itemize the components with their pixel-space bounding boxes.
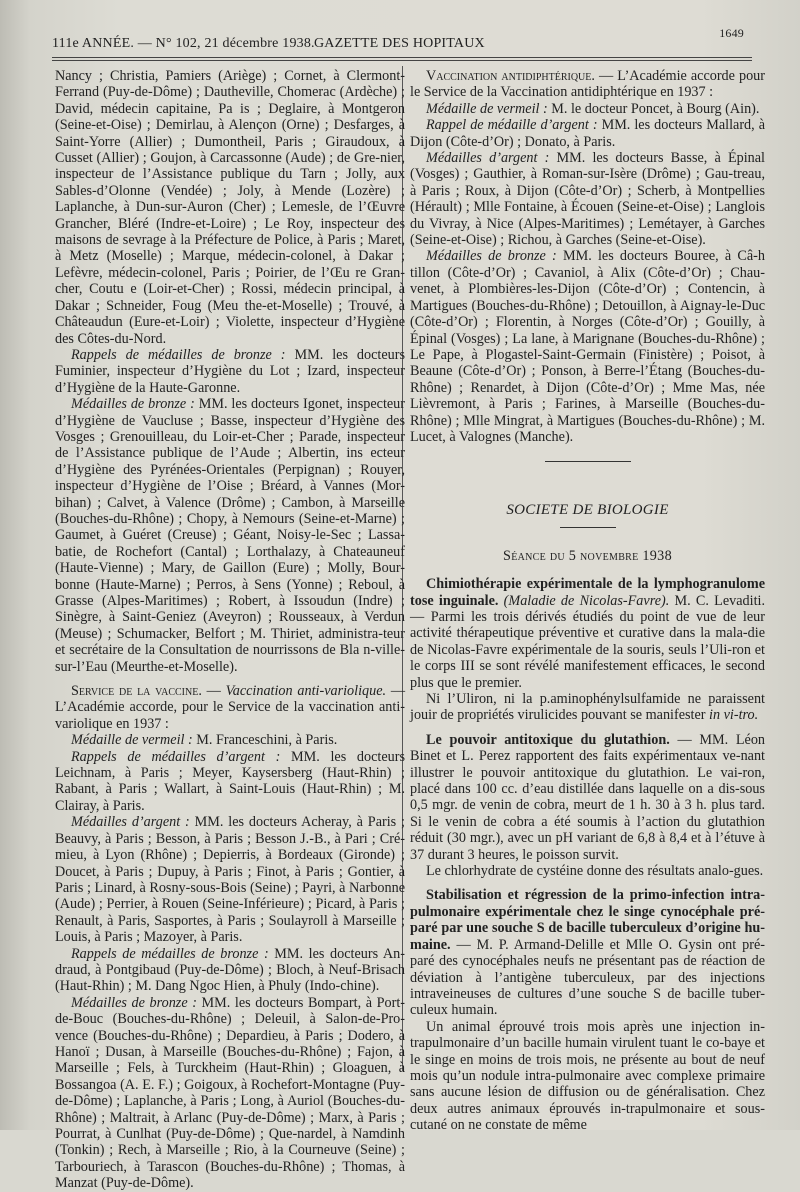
article-body: — Parmi les trois dérivés étudiés du point de vue de leur activité thérapeutique préventive et curative dans la mala-die de Nicolas-Favre expérimentale de la souris, seuls l’Uli-ron et le corps III se sont révélé manifestement efficaces, le second plus que le premier.: [410, 608, 765, 691]
award-heading: Rappels de médailles de bronze :: [71, 346, 286, 363]
paragraph: [410, 150, 765, 248]
title-rule: [560, 527, 616, 528]
award-list: MM. les docteurs Leichnam, à Paris ; Meyer, Kaysersberg (Haut-Rhin) ; Rabant, à Paris ; Wallart, à Saint-Louis (Haut-Rhin) ; M. Clairay, à Paris.: [55, 748, 405, 814]
left-column: [55, 68, 405, 1192]
paragraph: [55, 683, 405, 732]
section-heading: Service de la vaccine.: [71, 683, 202, 700]
paragraph: [410, 576, 765, 691]
issue-info: 111e ANNÉE. — N° 102, 21 décembre 1938.: [52, 36, 315, 51]
paragraph: [410, 887, 765, 1018]
section-intro: — L’Académie accorde, pour le Service de la vaccination anti-variolique en 1937 :: [55, 683, 406, 732]
spacer: [410, 724, 765, 732]
session-date: Séance du 5 novembre 1938: [503, 547, 672, 564]
award-list: MM. les docteurs Mallard, à Dijon (Côte-d’Or) ; Donato, à Paris.: [410, 117, 765, 150]
paragraph: [410, 68, 765, 101]
award-list: M. le docteur Poncet, à Bourg (Ain).: [547, 100, 760, 117]
section-rule: [545, 461, 631, 462]
article-title: Chimiothérapie expérimentale de la lymphogranulome tose inguinale.: [410, 576, 765, 609]
journal-title: GAZETTE DES HOPITAUX: [314, 36, 485, 51]
paragraph: [55, 347, 405, 396]
award-list: MM. les docteurs Basse, à Épinal (Vosges) ; Gauthier, à Roman-sur-Isère (Drôme) ; Gau-treau, à Paris ; Roux, à Dijon (Côte-d’Or) ; Scherb, à Montpellies (Hérault) ; Mlle Fontaine, à Écouen (Seine-et-Oise) ; Langlois du Vivray, à Nice (Alpes-Maritimes) ; Lemétayer, à Garches (Seine-et-Oise) ; Richou, à Garches (Seine-et-Oise).: [410, 150, 765, 249]
award-list: MM. les docteurs Acheray, à Paris ; Beauvy, à Paris ; Besson, à Paris ; Besson J.-B., à Pari ; Cré-mieu, à Lyon (Rhône) ; Depierris, à Bordeaux (Gironde) ; Doucet, à Paris ; Dupuy, à Paris ; Finot, à Paris ; Gontier, à Paris ; Linard, à Rosny-sous-Bois (Seine) ; Payri, à Narbonne (Aude) ; Perrier, à Rouen (Seine-Inférieure) ; Picard, à Paris ; Renault, à Paris, Sasportes, à Paris ; Soulayroll à Marseille ; Louis, à Paris ; Mazoyer, à Paris.: [55, 814, 405, 946]
page-number: 1649: [719, 26, 744, 40]
award-heading: Médailles de bronze :: [71, 994, 197, 1011]
award-heading: Médailles d’argent :: [71, 814, 190, 831]
article-author: M. C. Levaditi.: [669, 592, 766, 609]
section-heading: Vaccination antidiphtérique.: [426, 68, 595, 84]
paragraph: [55, 995, 405, 1192]
paragraph: [410, 732, 765, 863]
spacer: [55, 675, 405, 683]
section-subheading: Vaccination anti-variolique.: [225, 683, 387, 700]
article-body: — M. P. Armand-Delille et Mlle O. Gysin ont pré-paré des cynocéphales neufs ne présentant pas de réaction de déviation à l’antigène tuberculeux, par des injections intraveineuses de cultures d’une souche S de bacille tuber-culeux humain.: [410, 936, 765, 1019]
award-heading: Rappels de médailles de bronze :: [71, 945, 269, 962]
award-heading: Médailles d’argent :: [426, 150, 550, 167]
award-list: MM. les docteurs Bompart, à Port-de-Bouc (Bouches-du-Rhône) ; Deleuil, à Salon-de-Pro-vence (Bouches-du-Rhône) ; Depardieu, à Paris ; Dodero, à Hanoï ; Dusan, à Marseille (Bouches-du-Rhône) ; Fajon, à Marseille ; Fels, à Turckheim (Haut-Rhin) ; Gloaguen, à Bossangoa (A. E. F.) ; Goigoux, à Rochefort-Montagne (Puy-de-Dôme) ; Laplanche, à Paris ; Long, à Auriol (Bouches-du-Rhône) ; Maltrait, à Arlanc (Puy-de-Dôme) ; Marx, à Paris ; Pourrat, à Cunlhat (Puy-de-Dôme) ; Que-nardel, à Namdinh (Tonkin) ; Rech, à Marseille ; Rio, à la Courneuve (Seine) ; Tarbouriech, à Tarascon (Bouches-du-Rhône) ; Thomas, à Manzat (Puy-de-Dôme).: [55, 994, 406, 1192]
paragraph: Le chlorhydrate de cystéine donne des résultats analo-gues.: [426, 863, 764, 880]
award-heading: Médailles de bronze :: [426, 248, 557, 265]
paragraph: [55, 814, 405, 945]
article-body: Ni l’Uliron, ni la p.aminophénylsulfamide ne paraissent jouir de propriétés virulicides pouvant se manifester: [410, 691, 765, 724]
dash: —: [201, 683, 226, 700]
paragraph: [410, 691, 765, 724]
award-heading: Rappel de médaille d’argent :: [426, 117, 598, 134]
award-heading: Rappels de médailles d’argent :: [71, 748, 281, 765]
award-heading: Médaille de vermeil :: [71, 732, 193, 749]
article-body: — MM. Léon Binet et L. Perez rapportent des faits expérimentaux ve-nant illustrer le pouvoir antitoxique du glutathion. Le vai-ron, placé dans 100 cc. d’eau distillée dans laquelle on a dis-sous 0,5 mgr. de venin de cobra, meurt de 1 h. 30 à 3 h. plus tard. Si le venin de cobra a été soumis à l’action du glutathion réduit (30 mgr.), avec un pH variant de 6,8 à 8,4 et à l’étuve à 37 durant 3 heures, le poisson survit.: [410, 731, 766, 863]
award-list: MM. les docteurs An-draud, à Pontgibaud (Puy-de-Dôme) ; Bloch, à Neuf-Brisach (Haut-Rhin) ; M. Dang Ngoc Hien, à Phuly (Indo-chine).: [55, 945, 405, 995]
right-column: [410, 68, 765, 1134]
paragraph: [55, 749, 405, 815]
award-list: M. Franceschini, à Paris.: [192, 732, 338, 749]
paragraph: [55, 946, 405, 995]
article-subtitle: (Maladie de Nicolas-Favre).: [503, 592, 670, 609]
paragraph: [410, 248, 765, 445]
header-rule: [52, 57, 752, 61]
award-heading: Médailles de bronze :: [71, 396, 195, 413]
article-title: Stabilisation et régression de la primo-infection intra-pulmonaire expérimentale chez le singe cynocéphale pré-paré par une souche S de bacille tuberculeux d’origine hu-maine.: [410, 887, 765, 953]
spacer: [410, 879, 765, 887]
article-term: in vi-tro.: [709, 707, 759, 724]
paragraph: Un animal éprouvé trois mois après une injection in-trapulmonaire d’un bacille humain virulent tuant le co-baye et le singe en moins de trois mois, ne présente au bout de neuf mois qu’un nodule intra-pulmonaire avec complexe primaire sans aucune lésion de diffusion ou de généralisation. Chez deux autres animaux éprouvés in-trapulmonaire et sous-cutané on ne constate de même: [410, 1018, 765, 1134]
paragraph: Nancy ; Christia, Pamiers (Ariège) ; Cornet, à Clermont-Ferrand (Puy-de-Dôme) ; Dautheville, Chomerac (Ardèche) ; David, médecin capitaine, Pa is ; Deglaire, à Montgeron (Seine-et-Oise) ; Demirlau, à Alençon (Orne) ; Desfarges, à Saint-Yorre (Allier) ; Dumontheil, Paris ; Giraudoux, à Cusset (Allier) ; Goujon, à Carcassonne (Aude) ; de Gre-nier, inspecteur de l’Assistance publique du Tarn ; Jolly, aux Sables-d’Olonne (Vendée) ; Joly, à Mende (Lozère) ; Laplanche, à Dun-sur-Auron (Cher) ; Lemesle, de l’Œuvre Grancher, Bléré (Indre-et-Loire) ; Le Roy, inspecteur des maisons de sevrage à la Préfecture de Police, à Paris ; Maret, à Metz (Moselle) ; Marque, médecin-colonel, à Dakar ; Lefèvre, médecin-colonel, Paris ; Poirier, de l’Œu re Gran-cher, Coutu e (Loir-et-Cher) ; Rossi, médecin principal, à Dakar ; Schneider, Foug (Meu the-et-Moselle) ; Trouvé, à Châteaudun (Eure-et-Loir) ; Violette, inspecteur d’Hygiène des Côtes-du-Nord.: [55, 68, 405, 347]
award-list: MM. les docteurs Igonet, inspecteur d’Hygiène de Vaucluse ; Basse, inspecteur d’Hygiène des Vosges ; Grenouilleau, du Loir-et-Cher ; Parade, inspecteur de l’Assistance publique de l’Aude ; Albertin, ins ecteur d’Hygiène des Pyrénées-Orientales (Perpignan) ; Rouyer, inspecteur d’Hygiène de l’Oise ; Bréard, à Vannes (Mor-bihan) ; Calvet, à Valence (Drôme) ; Cambon, à Marseille (Bouches-du-Rhône) ; Chopy, à Nemours (Seine-et-Marne) ; Gaumet, à Guéret (Creuse) ; Géant, Noisy-le-Sec ; Lassa-batie, de Rochefort (Cantal) ; Lorthalazy, à Chateauneuf (Haute-Vienne) ; Mary, de Gaillon (Eure) ; Molly, Bour-bonne (Haute-Marne) ; Perros, à Sens (Yonne) ; Reboul, à Grasse (Alpes-Maritimes) ; Robert, à Issoudun (Indre) ; Sinègre, à Saint-Geniez (Aveyron) ; Rousseaux, à Verdun (Meuse) ; Schumacker, Belfort ; M. Thiriet, administra-teur et secrétaire de la Consultation de nourrissons de Bla n-ville-sur-l’Eau (Meurthe-et-Moselle).: [55, 396, 405, 675]
paragraph: [410, 101, 765, 117]
award-list: MM. les docteurs Bouree, à Câ-h tillon (Côte-d’Or) ; Cavaniol, à Alix (Côte-d’Or) ; Chau-venet, à Plombières-les-Dijon (Côte-d’Or) ; Contencin, à Martigues (Bouches-du-Rhône) ; Detouillon, à Aignay-le-Duc (Côte-d’Or) ; Florentin, à Norges (Côte-d’Or) ; Gouilly, à Épinal (Vosges) ; La lane, à Marignane (Bouches-du-Rhône) ; Le Pape, à Plogastel-Saint-Germain (Finistère) ; Poisot, à Beaune (Côte-d’Or) ; Ponson, à Berre-l’Étang (Bouches-du-Rhône) ; Renardet, à Dijon (Côte-d’Or) ; Mme Mas, née Lièvremont, à Paris ; Farines, à Marseille (Bouches-du-Rhône) ; Mlle Mingrat, à Martigues (Bouches-du-Rhône) ; M. Lucet, à Valognes (Manche).: [410, 248, 766, 445]
section-intro: — L’Académie accorde pour le Service de la Vaccination antidiphtérique en 1937 :: [410, 68, 765, 101]
paragraph: [55, 732, 405, 748]
page-header: [52, 26, 752, 56]
award-list: MM. les docteurs Fuminier, inspecteur d’Hygiène du Lot ; Izard, inspecteur d’Hygiène de la Haute-Garonne.: [55, 346, 405, 396]
society-title: SOCIETE DE BIOLOGIE: [506, 502, 669, 519]
paragraph: [55, 396, 405, 675]
article-title: Le pouvoir antitoxique du glutathion.: [426, 731, 670, 748]
paragraph: [410, 117, 765, 150]
award-heading: Médaille de vermeil :: [426, 100, 548, 117]
